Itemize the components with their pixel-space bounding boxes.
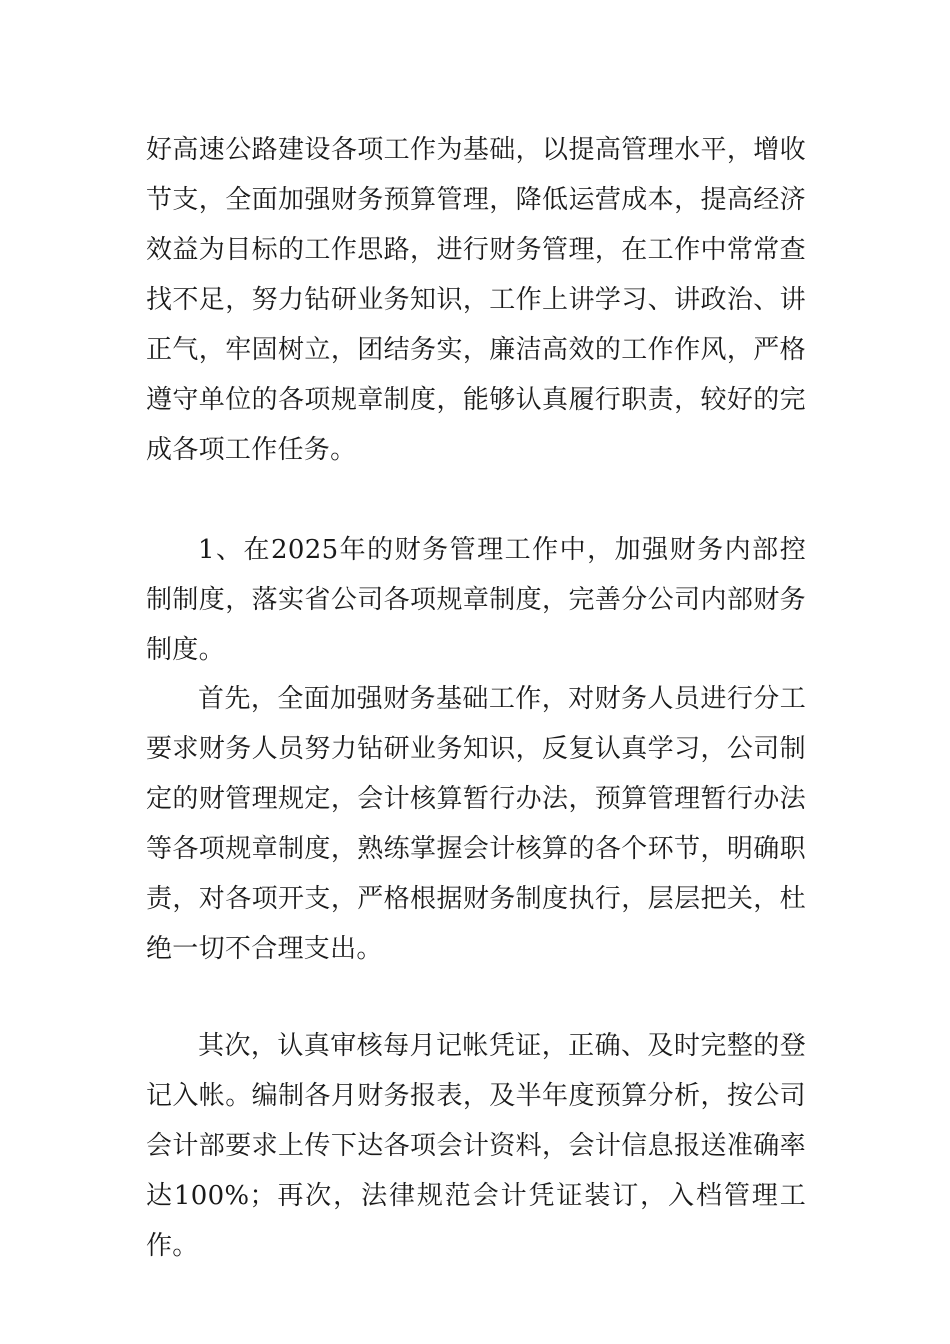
paragraph-internal-control: 1、在2025年的财务管理工作中，加强财务内部控制制度，落实省公司各项规章制度，完善分公司内部财务制度。 (146, 535, 806, 665)
paragraph-first-basic-work: 首先，全面加强财务基础工作，对财务人员进行分工要求财务人员努力钻研业务知识，反复认真学习，公司制定的财管理规定，会计核算暂行办法，预算管理暂行办法等各项规章制度，熟练掌握会计核算的各个环节，明确职责，对各项开支，严格根据财务制度执行，层层把关，杜绝一切不合理支出。 (146, 684, 806, 964)
paragraph-work-summary: 好高速公路建设各项工作为基础，以提高管理水平，增收节支，全面加强财务预算管理，降低运营成本，提高经济效益为目标的工作思路，进行财务管理，在工作中常常查找不足，努力钻研业务知识，工作上讲学习、讲政治、讲正气，牢固树立，团结务实，廉洁高效的工作作风，严格遵守单位的各项规章制度，能够认真履行职责，较好的完成各项工作任务。 (146, 135, 806, 465)
paragraph-second-voucher-review: 其次，认真审核每月记帐凭证，正确、及时完整的登记入帐。编制各月财务报表，及半年度预算分析，按公司会计部要求上传下达各项会计资料，会计信息报送准确率达100%；再次，法律规范会计凭证装订，入档管理工作。 (146, 1031, 806, 1261)
